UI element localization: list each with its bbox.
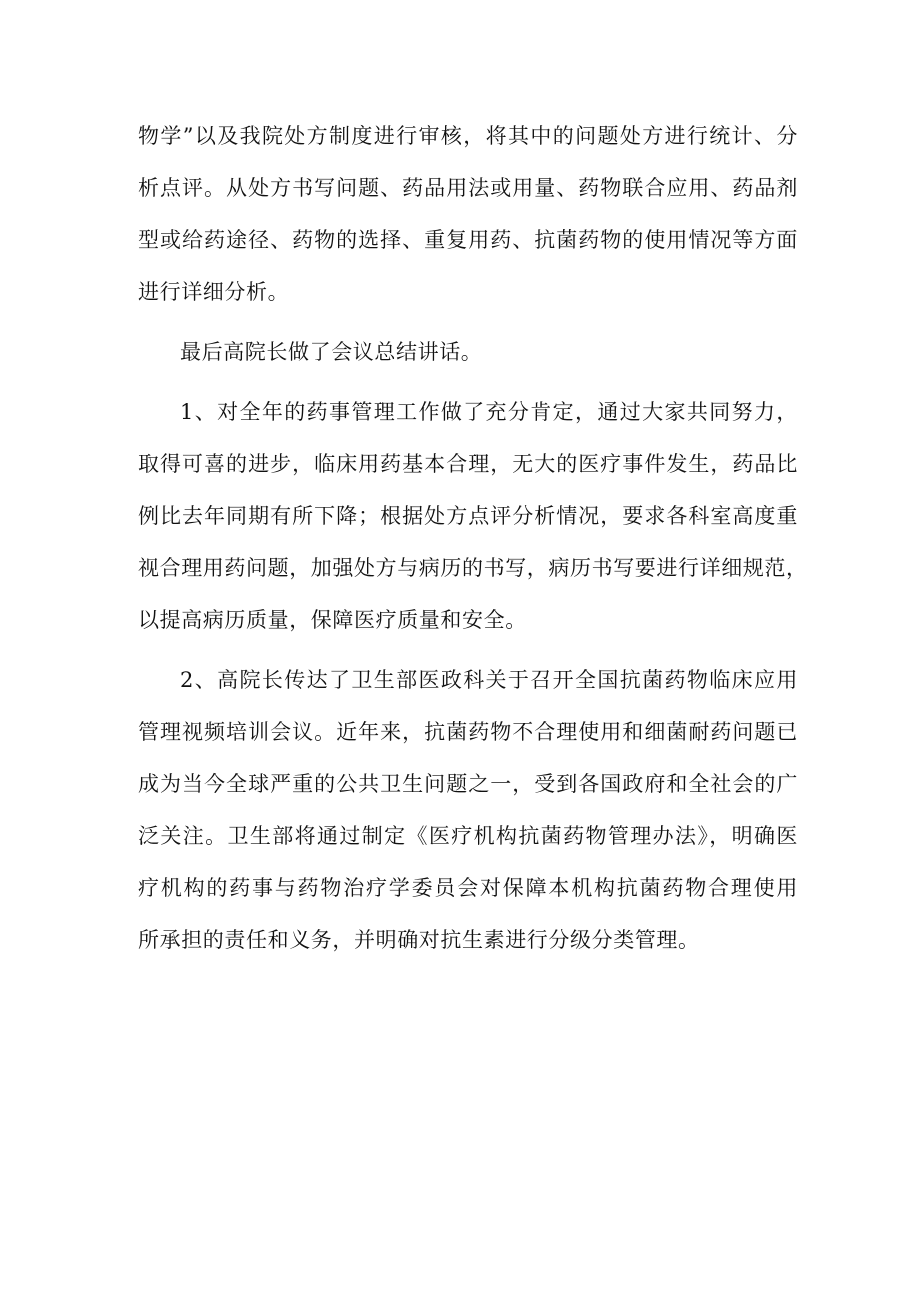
text-line: 进行详细分析。 — [138, 280, 290, 304]
text-line: 1、对全年的药事管理工作做了充分肯定，通过大家共同努力， — [180, 400, 798, 424]
text-line: 以提高病历质量，保障医疗质量和安全。 — [138, 608, 527, 632]
text-line: 管理视频培训会议。近年来，抗菌药物不合理使用和细菌耐药问题已 — [138, 720, 798, 744]
paragraph-point-2 — [138, 654, 798, 966]
text-line: 物学”以及我院处方制度进行审核，将其中的问题处方进行统计、分 — [138, 124, 798, 148]
paragraph-summary-speech — [138, 326, 798, 378]
text-line: 析点评。从处方书写问题、药品用法或用量、药物联合应用、药品剂 — [138, 176, 798, 200]
paragraph-prescription-review — [138, 110, 798, 318]
text-line: 疗机构的药事与药物治疗学委员会对保障本机构抗菌药物合理使用 — [138, 876, 798, 900]
text-line: 所承担的责任和义务，并明确对抗生素进行分级分类管理。 — [138, 928, 700, 952]
text-line: 例比去年同期有所下降；根据处方点评分析情况，要求各科室高度重 — [138, 504, 798, 528]
text-line: 2、高院长传达了卫生部医政科关于召开全国抗菌药物临床应用 — [180, 668, 798, 692]
text-line: 型或给药途径、药物的选择、重复用药、抗菌药物的使用情况等方面 — [138, 228, 798, 252]
paragraph-point-1 — [138, 386, 808, 646]
text-line: 成为当今全球严重的公共卫生问题之一，受到各国政府和全社会的广 — [138, 772, 798, 796]
text-line: 最后高院长做了会议总结讲话。 — [180, 340, 483, 364]
text-line: 泛关注。卫生部将通过制定《医疗机构抗菌药物管理办法》，明确医 — [138, 824, 798, 848]
document-body — [138, 110, 808, 974]
text-line: 取得可喜的进步，临床用药基本合理，无大的医疗事件发生，药品比 — [138, 452, 798, 476]
text-line: 视合理用药问题，加强处方与病历的书写，病历书写要进行详细规范， — [138, 556, 808, 580]
